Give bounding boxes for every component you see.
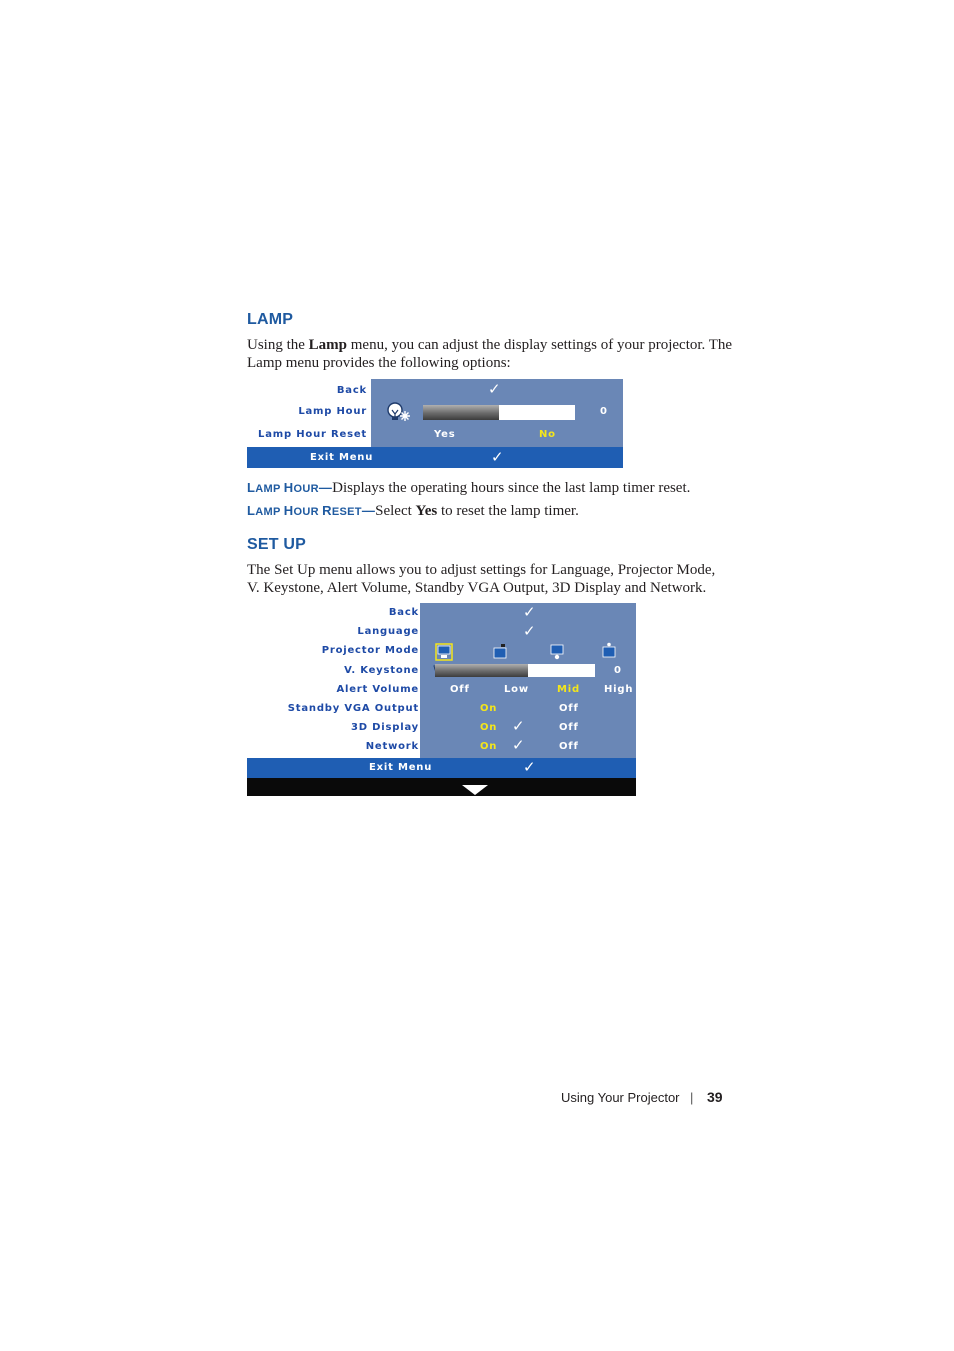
lamp-reset-desc-a: Select — [375, 503, 416, 519]
lamp-hour-value: 0 — [600, 406, 608, 417]
setup-menu-alert-volume-label[interactable]: Alert Volume — [336, 684, 419, 695]
lamp-hour-term: LAMP HOUR— — [247, 480, 333, 495]
3d-display-on-option[interactable]: On — [480, 722, 498, 733]
lamp-reset-description — [247, 502, 767, 521]
lamp-intro — [247, 336, 747, 372]
standby-vga-on-option[interactable]: On — [480, 703, 498, 714]
lamp-reset-yes-option[interactable]: Yes — [434, 429, 456, 440]
lamp-menu-lamp-hour-label[interactable]: Lamp Hour — [298, 406, 367, 417]
footer-section-title: Using Your Projector — [561, 1090, 680, 1105]
scroll-down-arrow-icon[interactable] — [461, 784, 489, 796]
alert-volume-off-option[interactable]: Off — [450, 684, 470, 695]
lamp-menu-reset-label[interactable]: Lamp Hour Reset — [258, 429, 367, 440]
lamp-intro-text-b: menu, you can adjust the display settings of your projector. The — [347, 337, 733, 353]
setup-exit-menu-label[interactable]: Exit Menu — [369, 762, 433, 773]
lamp-menu-back-label[interactable]: Back — [336, 385, 367, 396]
lamp-reset-desc-b: to reset the lamp timer. — [437, 503, 579, 519]
footer-page-number: 39 — [707, 1089, 723, 1105]
lamp-exit-menu-label[interactable]: Exit Menu — [310, 452, 374, 463]
setup-menu-back-label[interactable]: Back — [388, 607, 419, 618]
setup-intro — [247, 561, 747, 597]
lamp-intro-bold: Lamp — [308, 337, 348, 353]
lamp-bulb-icon — [385, 401, 413, 423]
lamp-osd-menu — [247, 379, 623, 468]
projector-mode-front-projection-icon[interactable] — [435, 643, 453, 661]
3d-display-check-icon[interactable]: ✓ — [512, 717, 525, 735]
lamp-back-check-icon[interactable]: ✓ — [488, 380, 501, 398]
projector-mode-rear-ceiling-icon[interactable] — [601, 642, 617, 659]
setup-osd-menu — [247, 603, 636, 796]
lamp-hour-desc-text: Displays the operating hours since the last lamp timer reset. — [332, 480, 691, 496]
alert-volume-mid-option[interactable]: Mid — [557, 684, 580, 695]
lamp-exit-menu-bar[interactable] — [247, 447, 623, 468]
setup-exit-menu-bar[interactable] — [247, 758, 636, 778]
network-check-icon[interactable]: ✓ — [512, 736, 525, 754]
alert-volume-high-option[interactable]: High — [604, 684, 634, 695]
projector-mode-front-ceiling-icon[interactable] — [492, 643, 508, 660]
setup-menu-projector-mode-label[interactable]: Projector Mode — [321, 645, 419, 656]
standby-vga-off-option[interactable]: Off — [559, 703, 579, 714]
network-on-option[interactable]: On — [480, 741, 498, 752]
lamp-heading: LAMP — [247, 311, 294, 328]
footer-separator: | — [690, 1090, 694, 1105]
v-keystone-value: 0 — [614, 665, 622, 676]
setup-intro-line2: V. Keystone, Alert Volume, Standby VGA Output, 3D Display and Network. — [247, 580, 707, 596]
lamp-intro-text-c: Lamp menu provides the following options: — [247, 355, 511, 371]
network-off-option[interactable]: Off — [559, 741, 579, 752]
lamp-osd-labels — [247, 379, 371, 448]
v-keystone-bar-fill — [435, 664, 528, 677]
setup-menu-3d-display-label[interactable]: 3D Display — [351, 722, 419, 733]
setup-back-check-icon[interactable]: ✓ — [523, 603, 536, 621]
3d-display-off-option[interactable]: Off — [559, 722, 579, 733]
setup-scroll-strip — [247, 778, 636, 796]
alert-volume-low-option[interactable]: Low — [504, 684, 529, 695]
setup-intro-line1: The Set Up menu allows you to adjust settings for Language, Projector Mode, — [247, 562, 716, 578]
setup-menu-v-keystone-label[interactable]: V. Keystone — [344, 665, 419, 676]
v-keystone-bar[interactable] — [435, 664, 595, 677]
lamp-reset-desc-bold: Yes — [415, 503, 438, 519]
lamp-reset-term: LAMP HOUR RESET— — [247, 503, 376, 518]
setup-menu-network-label[interactable]: Network — [365, 741, 419, 752]
setup-language-check-icon[interactable]: ✓ — [523, 622, 536, 640]
setup-menu-standby-vga-label[interactable]: Standby VGA Output — [287, 703, 419, 714]
setup-menu-language-label[interactable]: Language — [357, 626, 419, 637]
lamp-hour-bar — [423, 405, 575, 420]
lamp-hour-bar-fill — [423, 405, 499, 420]
projector-mode-rear-projection-icon[interactable] — [549, 643, 565, 661]
lamp-reset-no-option[interactable]: No — [539, 429, 556, 440]
setup-exit-check-icon[interactable]: ✓ — [523, 758, 536, 776]
setup-heading: SET UP — [247, 536, 306, 553]
lamp-exit-check-icon[interactable]: ✓ — [491, 448, 504, 466]
lamp-intro-text-a: Using the — [247, 337, 309, 353]
lamp-hour-description — [247, 479, 767, 498]
